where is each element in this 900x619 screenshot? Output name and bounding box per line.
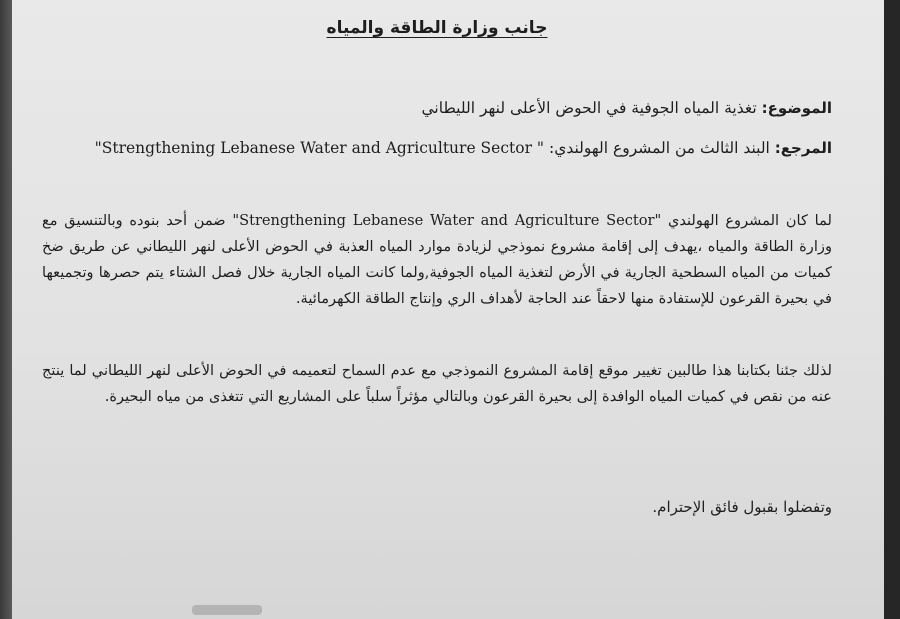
reference-text: البند الثالث من المشروع الهولندي: " Strengthening Lebanese Water and Agriculture Sector" [94,139,770,157]
photo-smudge [192,605,262,615]
subject-line [42,98,832,118]
addressee-title: جانب وزارة الطاقة والمياه [326,18,548,38]
reference-label: المرجع: [774,139,832,157]
closing-line: وتفضلوا بقبول فائق الإحترام. [652,498,832,516]
body-paragraph-2: لذلك جئنا بكتابنا هذا طالبين تغيير موقع إقامة المشروع النموذجي مع عدم السماح لتعميمه في الحوض الأعلى لنهر الليطاني لما ينتج عنه من نقص في كميات المياه الوافدة إلى بحيرة القرعون وبالتالي مؤثراً سلباً على المشاريع التي تتغذى من مياه البحيرة. [42,362,832,405]
letter-page [12,0,884,619]
photo-edge-right [884,0,900,619]
subject-label: الموضوع: [761,99,832,117]
photo-edge-left [0,0,12,619]
body-paragraph-1: لما كان المشروع الهولندي "Strengthening Lebanese Water and Agriculture Sector" ضمن أحد بنوده وبالتنسيق مع وزارة الطاقة والمياه ،يهدف إلى إقامة مشروع نموذجي لزيادة موارد المياه العذبة في الحوض الأعلى لنهر الليطاني عن طريق ضخ كميات من المياه السطحية الجارية في الأرض لتغذية المياه الجوفية,ولما كانت المياه الجارية خلال فصل الشتاء يتم حصرها وتجميعها في بحيرة القرعون للإستفادة منها لاحقاً عند الحاجة لأهداف الري وإنتاج الطاقة الكهرمائية. [42,212,832,307]
reference-line [42,138,832,158]
letter-body [42,0,832,619]
subject-text: تغذية المياه الجوفية في الحوض الأعلى لنهر الليطاني [421,99,757,117]
letter-heading [42,18,832,38]
